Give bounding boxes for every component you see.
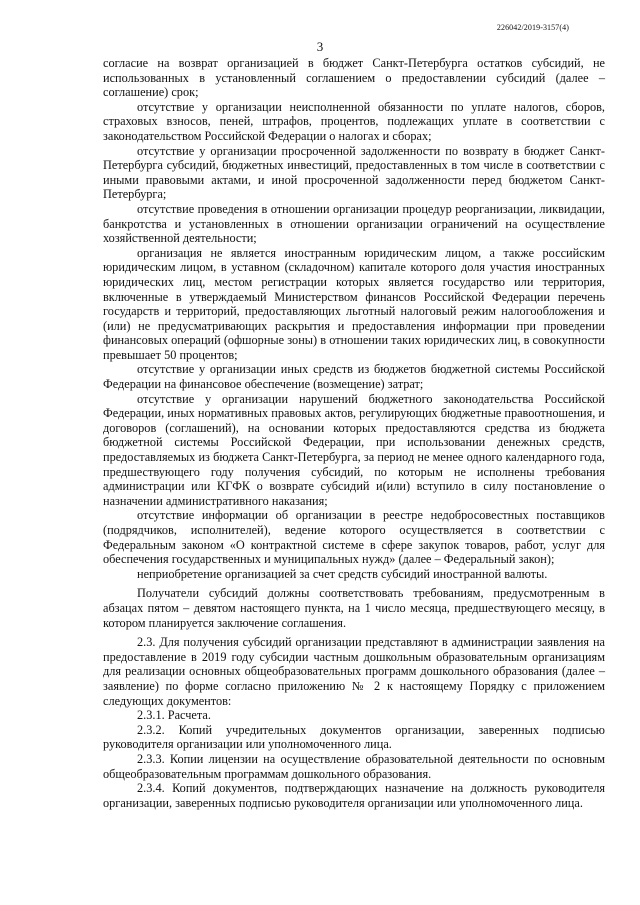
paragraph: Получатели субсидий должны соответствовать требованиям, предусмотренным в абзацах пятом – девятом настоящего пункта, на 1 число месяца, предшествующего месяцу, в котором планируется заключение соглашения. xyxy=(103,586,605,630)
paragraph: отсутствие у организации иных средств из бюджетов бюджетной системы Российской Федерации на финансовое обеспечение (возмещение) затрат; xyxy=(103,362,605,392)
paragraph: неприобретение организацией за счет средств субсидий иностранной валюты. xyxy=(137,566,548,581)
paragraph: 2.3.3. Копии лицензии на осуществление образовательной деятельности по основным общеобразовательным программам дошкольного образования. xyxy=(103,751,605,781)
paragraph: отсутствие проведения в отношении организации процедур реорганизации, ликвидации, банкротства и установленных в отношении организации ограничений на осуществление хозяйственной деятельности; xyxy=(103,201,605,246)
paragraph: 2.3. Для получения субсидий организации представляют в администрации заявления на предоставление в 2019 году субсидии частным дошкольным образовательным организациям для реализации основных общеобразовательных программ дошкольного образования (далее – заявление) по форме согласно приложению № 2 к настоящему Порядку с приложением следующих документов: xyxy=(103,635,605,708)
paragraph: отсутствие информации об организации в реестре недобросовестных поставщиков (подрядчиков, исполнителей), ведение которого осуществляется в соответствии с Федеральным законом «О контрактной системе в сфере закупок товаров, работ, услуг для обеспечения государственных и муниципальных нужд» (далее – Федеральный закон); xyxy=(103,508,605,567)
paragraph: отсутствие у организации просроченной задолженности по возврату в бюджет Санкт-Петербурга субсидий, бюджетных инвестиций, предоставленных в том числе в соответствии с иными правовыми актами, и иной просроченной задолженности перед бюджетом Санкт-Петербурга; xyxy=(103,143,605,202)
page-number: 3 xyxy=(316,39,324,54)
paragraph: 2.3.1. Расчета. xyxy=(137,708,211,723)
paragraph: согласие на возврат организацией в бюджет Санкт-Петербурга остатков субсидий, не использованных в установленный соглашением о предоставлении субсидий (далее – соглашение) срок; xyxy=(103,56,605,100)
paragraph: отсутствие у организации неисполненной обязанности по уплате налогов, сборов, страховых взносов, пеней, штрафов, процентов, подлежащих уплате в соответствии с законодательством Российской Федерации о налогах и сборах; xyxy=(103,99,605,143)
paragraph: организация не является иностранным юридическим лицом, а также российским юридическим лицом, в уставном (складочном) капитале которого доля участия иностранных юридических лиц, местом регистрации которых является государство или территория, включенные в утверждаемый Министерством финансов Российской Федерации перечень государств и территорий, предоставляющих льготный налоговый режим налогообложения и (или) не предусматривающих раскрытия и предоставления информации при проведении финансовых операций (офшорные зоны) в отношении таких юридических лиц, в совокупности превышает 50 процентов; xyxy=(103,245,605,362)
paragraph: отсутствие у организации нарушений бюджетного законодательства Российской Федерации, иных нормативных правовых актов, регулирующих бюджетные правоотношения, и договоров (соглашений), на основании которых предоставляются средства из бюджета бюджетной системы Российской Федерации, при использовании денежных средств, предоставляемых из бюджета Санкт-Петербурга, за период не менее одного календарного года, предшествующего году получения субсидий, по которым не исполнены требования администрации или КГФК о возврате субсидий и(или) вступило в силу постановление о назначении административного наказания; xyxy=(103,391,605,508)
paragraph: 2.3.2. Копий учредительных документов организации, заверенных подписью руководителя организации или уполномоченного лица. xyxy=(103,722,605,752)
document-id: 226042/2019-3157(4) xyxy=(496,23,569,32)
paragraph: 2.3.4. Копий документов, подтверждающих назначение на должность руководителя организации, заверенных подписью руководителя организации или уполномоченного лица. xyxy=(103,781,605,810)
document-body xyxy=(103,56,605,810)
